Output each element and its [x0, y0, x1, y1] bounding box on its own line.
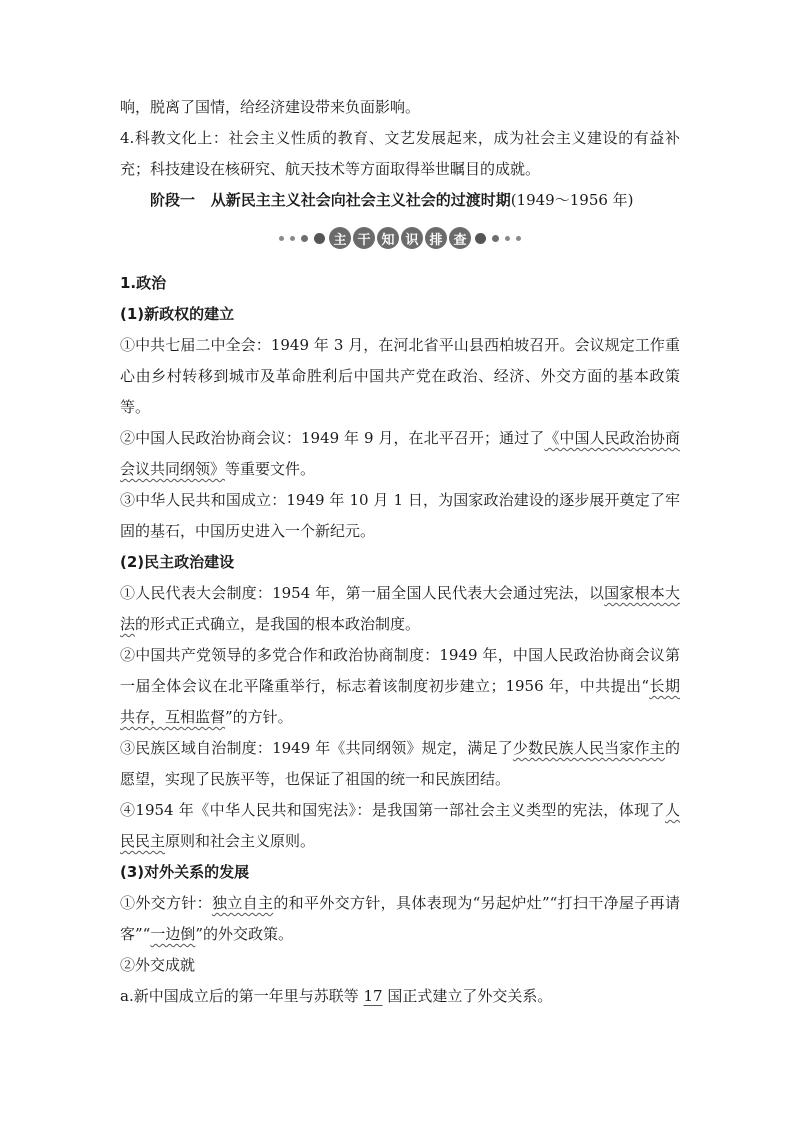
banner-dot-icon: [505, 236, 510, 241]
foreign-item-a: [120, 981, 680, 1012]
banner-char: 主: [329, 227, 351, 249]
text: ”的方针。: [225, 708, 293, 726]
heading-new-regime: (1)新政权的建立: [120, 305, 235, 323]
democracy-item-3: [120, 733, 680, 795]
foreign-item-2: ②外交成就: [120, 956, 196, 974]
banner-dot-icon: [475, 233, 486, 244]
text: 原则和社会主义原则。: [165, 832, 316, 850]
democracy-item-2: [120, 640, 680, 733]
democracy-item-1: [120, 578, 680, 640]
underlined-text: 人民民主: [120, 801, 680, 850]
intro-item-4: [120, 123, 680, 185]
new-regime-item-2: [120, 423, 680, 485]
stage-heading: [120, 185, 680, 216]
underlined-text: 《中国人民政治协商会议共同纲领》: [120, 429, 680, 478]
text: ①人民代表大会制度：1954 年，第一届全国人民代表大会通过宪法，以: [120, 584, 605, 602]
section-banner: [120, 220, 680, 256]
text: 的形式正式确立，是我国的根本政治制度。: [135, 615, 421, 633]
banner-char: 识: [401, 227, 423, 249]
democracy-item-4: [120, 795, 680, 857]
underlined-text: 国家根本大法: [120, 584, 680, 633]
banner-dot-icon: [279, 236, 284, 241]
underlined-text: 17: [363, 987, 383, 1005]
banner-char: 查: [449, 227, 471, 249]
new-regime-item-1: ①中共七届二中全会：1949 年 3 月，在河北省平山县西柏坡召开。会议规定工作重心由乡村转移到城市及革命胜利后中国共产党在政治、经济、外交方面的基本政策等。: [120, 336, 680, 416]
banner-char: 干: [353, 227, 375, 249]
underlined-text: 一边倒: [150, 925, 196, 943]
text: 的和平外交方针，具体表现为“另起炉灶”“打扫干净屋子再请客”“: [120, 894, 680, 943]
stage-label: 阶段一: [150, 191, 196, 209]
text: ②中国人民政治协商会议：1949 年 9 月，在北平召开；通过了: [120, 429, 545, 447]
heading-foreign: (3)对外关系的发展: [120, 863, 250, 881]
text: ②中国共产党领导的多党合作和政治协商制度：1949 年，中国人民政治协商会议第一届全体会议在北平隆重举行，标志着该制度初步建立；1956 年，中共提出“: [120, 646, 680, 695]
underlined-text: 少数民族人民当家作主: [512, 739, 665, 757]
stage-years: (1949～1956 年): [510, 191, 634, 209]
text: ”的外交政策。: [195, 925, 294, 943]
heading-politics: 1.政治: [120, 274, 167, 292]
text: ③民族区域自治制度：1949 年《共同纲领》规定，满足了: [120, 739, 513, 757]
foreign-item-1: [120, 888, 680, 950]
text: ①外交方针：: [120, 894, 212, 912]
intro-line: 响，脱离了国情，给经济建设带来负面影响。: [120, 98, 421, 116]
stage-title: 从新民主主义社会向社会主义社会的过渡时期: [210, 191, 511, 209]
text: ④1954 年《中华人民共和国宪法》：是我国第一部社会主义类型的宪法，体现了: [120, 801, 665, 819]
banner-char: 排: [425, 227, 447, 249]
underlined-text: 独立自主: [212, 894, 274, 912]
banner-char: 知: [377, 227, 399, 249]
text: 等重要文件。: [225, 460, 316, 478]
text: 国正式建立了外交关系。: [382, 987, 553, 1005]
item4-text: 社会主义性质的教育、文艺发展起来，成为社会主义建设的有益补充；科技建设在核研究、航天技术等方面取得举世瞩目的成就。: [120, 129, 680, 178]
heading-democracy: (2)民主政治建设: [120, 553, 235, 571]
underlined-text: 长期共存，互相监督: [120, 677, 680, 726]
banner-dot-icon: [301, 235, 308, 242]
new-regime-item-3: ③中华人民共和国成立：1949 年 10 月 1 日，为国家政治建设的逐步展开奠定了牢固的基石，中国历史进入一个新纪元。: [120, 491, 680, 540]
document-page: [120, 92, 680, 1012]
text: 的愿望，实现了民族平等，也保证了祖国的统一和民族团结。: [120, 739, 680, 788]
text: a.新中国成立后的第一年里与苏联等: [120, 987, 364, 1005]
banner-dot-icon: [492, 235, 499, 242]
item4-label: 4.科教文化上：: [120, 129, 229, 147]
banner-dot-icon: [290, 236, 295, 241]
banner-dot-icon: [516, 236, 521, 241]
banner-dot-icon: [314, 233, 325, 244]
